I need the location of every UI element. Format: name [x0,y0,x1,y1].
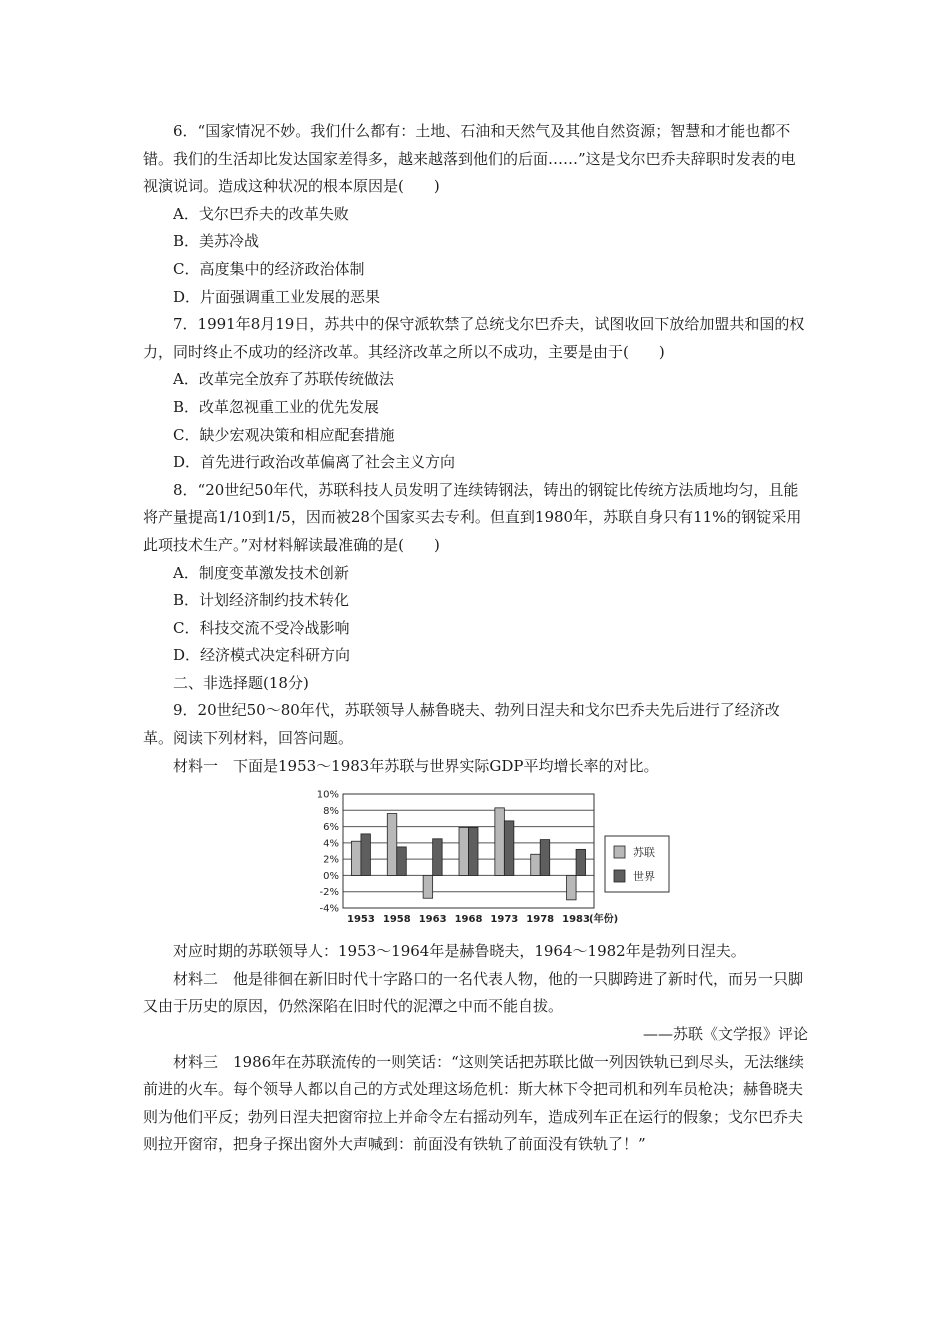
y-tick-label: 10% [316,789,339,801]
chart-caption: 对应时期的苏联领导人：1953～1964年是赫鲁晓夫，1964～1982年是勃列日涅夫。 [173,942,746,961]
bar-ussr [423,876,433,899]
gdp-chart-container [143,784,808,934]
x-tick-label: 1983 [562,914,590,926]
question-8-option-b: B．计划经济制约技术转化 [173,591,350,610]
question-7-option-d: D．首先进行政治改革偏离了社会主义方向 [173,453,456,472]
x-tick-label: 1978 [526,914,555,926]
bar-ussr [567,876,577,900]
bar-world [576,850,586,876]
question-8-option-d: D．经济模式决定科研方向 [173,646,351,665]
x-axis-unit: (年份) [589,914,619,926]
y-tick-label: -2% [319,887,339,899]
legend-swatch [614,870,625,882]
bar-world [361,834,371,876]
legend-swatch [614,846,625,858]
bar-world [540,840,550,876]
x-tick-label: 1963 [418,914,447,926]
x-tick-label: 1953 [347,914,375,926]
material-3: 材料三 1986年在苏联流传的一则笑话：“这则笑话把苏联比做一列因铁轨已到尽头，无法继续前进的火车。每个领导人都以自己的方式处理这场危机：斯大林下令把司机和列车员枪决；赫鲁晓夫则为他们平反；勃列日涅夫把窗帘拉上并命令左右摇动列车，造成列车正在运行的假象；戈尔巴乔夫则拉开窗帘，把身子探出窗外大声喊到：前面没有铁轨了前面没有铁轨了！” [143,1052,804,1154]
question-8-option-a: A．制度变革激发技术创新 [173,563,349,582]
question-6-option-a: A．戈尔巴乔夫的改革失败 [173,204,349,223]
x-tick-label: 1958 [382,914,411,926]
question-6-option-c: C．高度集中的经济政治体制 [173,259,365,278]
legend-label: 世界 [633,870,655,884]
x-tick-label: 1968 [454,914,483,926]
question-7-option-b: B．改革忽视重工业的优先发展 [173,397,380,416]
question-7-option-a: A．改革完全放弃了苏联传统做法 [173,370,394,389]
document-body [143,118,808,1159]
question-7-stem: 7．1991年8月19日，苏共中的保守派软禁了总统戈尔巴乔夫，试图收回下放给加盟共和国的权力，同时终止不成功的经济改革。其经济改革之所以不成功，主要是由于( ) [143,315,805,361]
bar-ussr [351,841,361,875]
question-8-option-c: C．科技交流不受冷战影响 [173,618,350,637]
question-9-stem: 9．20世纪50～80年代，苏联领导人赫鲁晓夫、勃列日涅夫和戈尔巴乔夫先后进行了经济改革。阅读下列材料，回答问题。 [143,701,780,748]
bar-world [469,828,479,876]
y-tick-label: 2% [323,854,339,866]
y-tick-label: 0% [323,871,339,883]
gdp-growth-chart [143,784,808,934]
legend-box [605,836,669,892]
bar-world [504,821,514,876]
legend-label: 苏联 [633,846,655,860]
question-6-stem: 6．“国家情况不妙。我们什么都有：土地、石油和天然气及其他自然资源；智慧和才能也都不错。我们的生活却比发达国家差得多，越来越落到他们的后面……”这是戈尔巴乔夫辞职时发表的电视演说词。造成这种状况的根本原因是( ) [143,122,796,196]
question-6-option-d: D．片面强调重工业发展的恶果 [173,287,381,306]
question-6-option-b: B．美苏冷战 [173,232,260,251]
y-tick-label: -4% [319,903,339,915]
y-tick-label: 6% [323,822,339,834]
bar-ussr [531,855,541,876]
material-2-source: ——苏联《文学报》评论 [642,1025,808,1044]
bar-ussr [387,814,397,876]
x-tick-label: 1973 [490,914,519,926]
bar-ussr [459,828,469,876]
question-8-stem: 8．“20世纪50年代，苏联科技人员发明了连续铸钢法，铸出的钢锭比传统方法质地均匀，且能将产量提高1/10到1/5，因而被28个国家买去专利。但直到1980年，苏联自身只有11%的钢锭采用此项技术生产。”对材料解读最准确的是( ) [143,480,802,554]
question-7-option-c: C．缺少宏观决策和相应配套措施 [173,425,395,444]
y-tick-label: 8% [323,806,339,818]
material-1: 材料一 下面是1953～1983年苏联与世界实际GDP平均增长率的对比。 [173,756,659,775]
bar-ussr [495,808,505,876]
bar-world [397,847,407,876]
bar-world [433,839,443,876]
material-2: 材料二 他是徘徊在新旧时代十字路口的一名代表人物，他的一只脚跨进了新时代，而另一只脚又由于历史的原因，仍然深陷在旧时代的泥潭之中而不能自拔。 [143,969,804,1016]
section-heading: 二、非选择题(18分) [173,673,309,692]
y-tick-label: 4% [323,838,339,850]
